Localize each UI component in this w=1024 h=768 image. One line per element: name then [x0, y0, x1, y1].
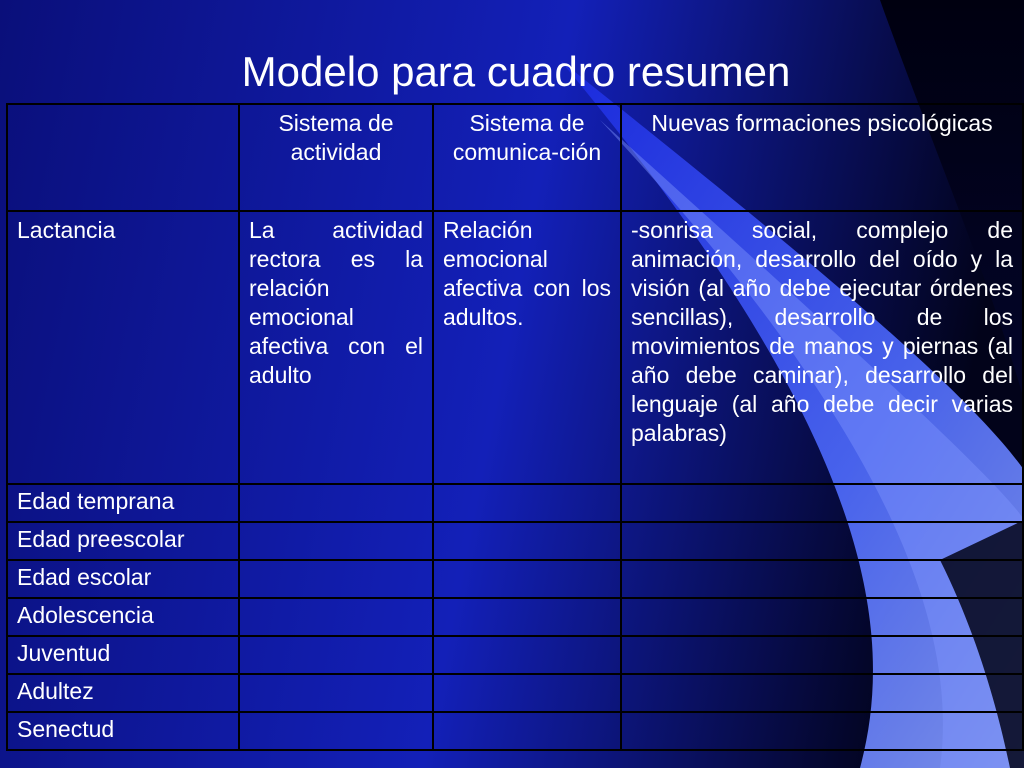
- comunicacion-cell: [433, 636, 621, 674]
- table-row: [7, 484, 1023, 522]
- stage-cell: Edad preescolar: [7, 522, 239, 560]
- actividad-cell: [239, 560, 433, 598]
- table-row: [7, 560, 1023, 598]
- header-cell-formaciones: Nuevas formaciones psicológicas: [621, 104, 1023, 211]
- stage-cell: Adultez: [7, 674, 239, 712]
- table-row: [7, 636, 1023, 674]
- actividad-cell: [239, 636, 433, 674]
- header-cell-comunicacion: Sistema de comunica-ción: [433, 104, 621, 211]
- table-row: [7, 211, 1023, 484]
- actividad-cell: [239, 522, 433, 560]
- actividad-cell: [239, 674, 433, 712]
- comunicacion-cell: Relación emocional afectiva con los adultos.: [433, 211, 621, 484]
- table-row: [7, 598, 1023, 636]
- summary-table: [6, 103, 1024, 751]
- comunicacion-cell: [433, 522, 621, 560]
- comunicacion-cell: [433, 598, 621, 636]
- actividad-cell: [239, 712, 433, 750]
- header-cell-empty: [7, 104, 239, 211]
- formaciones-cell: [621, 674, 1023, 712]
- formaciones-cell: -sonrisa social, complejo de animación, desarrollo del oído y la visión (al año debe ejecutar órdenes sencillas), desarrollo de los movimientos de manos y piernas (al año debe caminar), desarrollo del lenguaje (al año debe decir varias palabras): [621, 211, 1023, 484]
- formaciones-cell: [621, 484, 1023, 522]
- comunicacion-cell: [433, 484, 621, 522]
- actividad-cell: La actividad rectora es la relación emocional afectiva con el adulto: [239, 211, 433, 484]
- table-row: [7, 522, 1023, 560]
- header-cell-actividad: Sistema de actividad: [239, 104, 433, 211]
- slide-title: Modelo para cuadro resumen: [241, 48, 791, 95]
- stage-cell: Lactancia: [7, 211, 239, 484]
- formaciones-cell: [621, 712, 1023, 750]
- formaciones-cell: [621, 560, 1023, 598]
- actividad-cell: [239, 484, 433, 522]
- formaciones-cell: [621, 522, 1023, 560]
- actividad-cell: [239, 598, 433, 636]
- comunicacion-cell: [433, 674, 621, 712]
- header-row: [7, 104, 1023, 211]
- comunicacion-cell: [433, 712, 621, 750]
- comunicacion-cell: [433, 560, 621, 598]
- stage-cell: Edad escolar: [7, 560, 239, 598]
- stage-cell: Edad temprana: [7, 484, 239, 522]
- stage-cell: Senectud: [7, 712, 239, 750]
- table-row: [7, 712, 1023, 750]
- stage-cell: Juventud: [7, 636, 239, 674]
- formaciones-cell: [621, 636, 1023, 674]
- stage-cell: Adolescencia: [7, 598, 239, 636]
- table-row: [7, 674, 1023, 712]
- formaciones-cell: [621, 598, 1023, 636]
